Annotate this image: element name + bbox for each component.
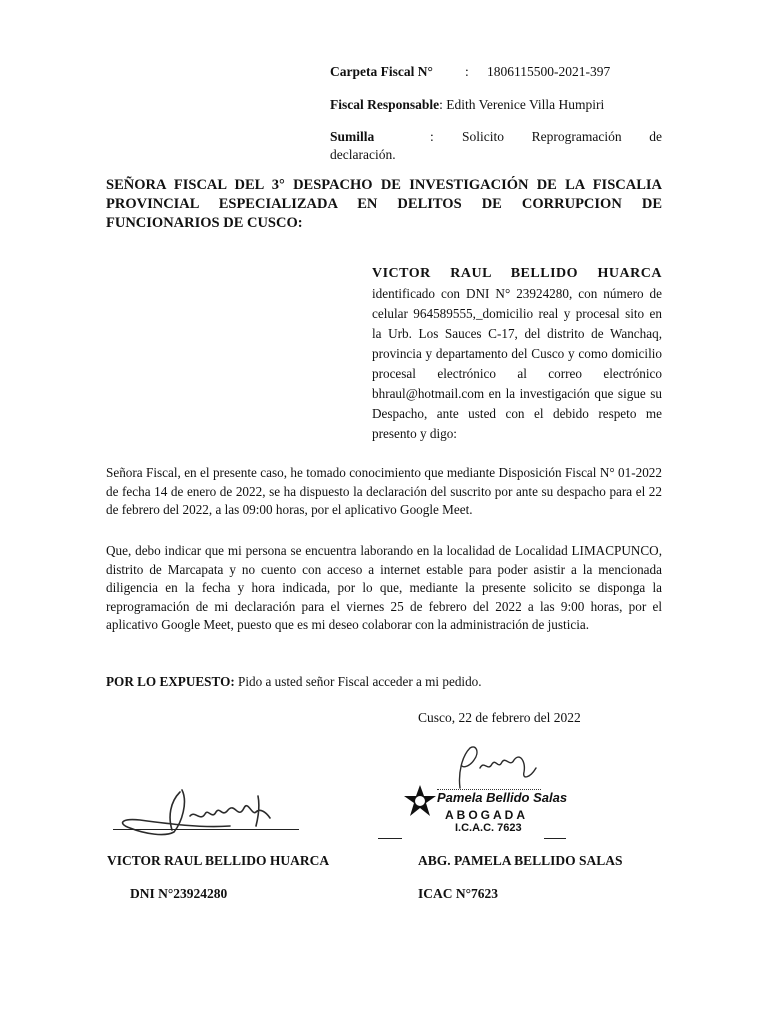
carpeta-fiscal-value: 1806115500-2021-397 [487,64,611,79]
right-signature-line-left [378,838,402,839]
addressee-heading: SEÑORA FISCAL DEL 3° DESPACHO DE INVESTIGACIÓN DE LA FISCALIA PROVINCIAL ESPECIALIZADA EN DELITOS DE CORRUPCION DE FUNCIONARIOS DE CUSCO: [106,177,662,231]
carpeta-fiscal-label: Carpeta Fiscal N° [330,64,433,79]
fiscal-responsable-value: : Edith Verenice Villa Humpiri [439,97,605,112]
stamp-signature-text: Pamela Bellido Salas [437,790,568,805]
stamp-registry: I.C.A.C. 7623 [455,822,522,834]
right-signature-line-right [544,838,566,839]
stamp-title: ABOGADA [445,808,528,822]
left-signature-graphic [110,782,310,842]
left-signature-line [113,829,299,830]
sumilla-separator: : [430,129,434,144]
intro-block [372,264,662,444]
paragraph-1: Señora Fiscal, en el presente caso, he tomado conocimiento que mediante Disposición Fiscal N° 01-2022 de fecha 14 de enero de 2022, se ha dispuesto la declaración del suscrito por ante su despacho para el 22 de febrero del 2022, a las 09:00 horas, por el aplicativo Google Meet. [106,465,662,517]
sumilla-value-line2: declaración. [330,147,396,162]
carpeta-fiscal-separator: : [465,64,469,79]
stamp-dotted-line [437,789,541,790]
star-seal-icon [402,784,438,820]
right-signer-name: ABG. PAMELA BELLIDO SALAS [418,853,623,868]
paragraph-2: Que, debo indicar que mi persona se encuentra laborando en la localidad de Localidad LIMACPUNCO, distrito de Marcapata y no cuento con acceso a internet estable para poder asistir a la mencionada diligencia en la fecha y hora indicada, por lo que, mediante la presente solicito se disponga la reprogramación de mi declaración para el viernes 25 de febrero del 2022 a las 9:00 horas, por el aplicativo Google Meet, puesto que es mi deseo colaborar con la administración de justicia. [106,543,662,632]
closing-text: Pido a usted señor Fiscal acceder a mi pedido. [234,674,482,689]
sumilla-value-line1: Solicito Reprogramación de [462,129,662,144]
closing-paragraph [106,673,662,692]
fiscal-responsable-label: Fiscal Responsable [330,97,440,112]
fiscal-responsable-row [330,96,604,114]
carpeta-fiscal-row [330,63,433,81]
left-signer-id: DNI N°23924280 [130,886,228,901]
place-date: Cusco, 22 de febrero del 2022 [418,710,581,725]
sumilla-label: Sumilla [330,129,375,144]
sumilla-label-wrap [330,128,374,146]
closing-label: POR LO EXPUESTO: [106,674,235,689]
left-signer-name: VICTOR RAUL BELLIDO HUARCA [107,853,330,868]
right-signer-id: ICAC N°7623 [418,886,499,901]
intro-text: identificado con DNI N° 23924280, con número de celular 964589555,_domicilio real y procesal sito en la Urb. Los Sauces C-17, del distrito de Wanchaq, provincia y departamento del Cusco y como domicilio procesal electrónico al correo electrónico bhraul@hotmail.com en la investigación que sigue su Despacho, ante usted con el debido respeto me presento y digo: [372,286,662,441]
petitioner-name: VICTOR RAUL BELLIDO HUARCA [372,266,662,281]
